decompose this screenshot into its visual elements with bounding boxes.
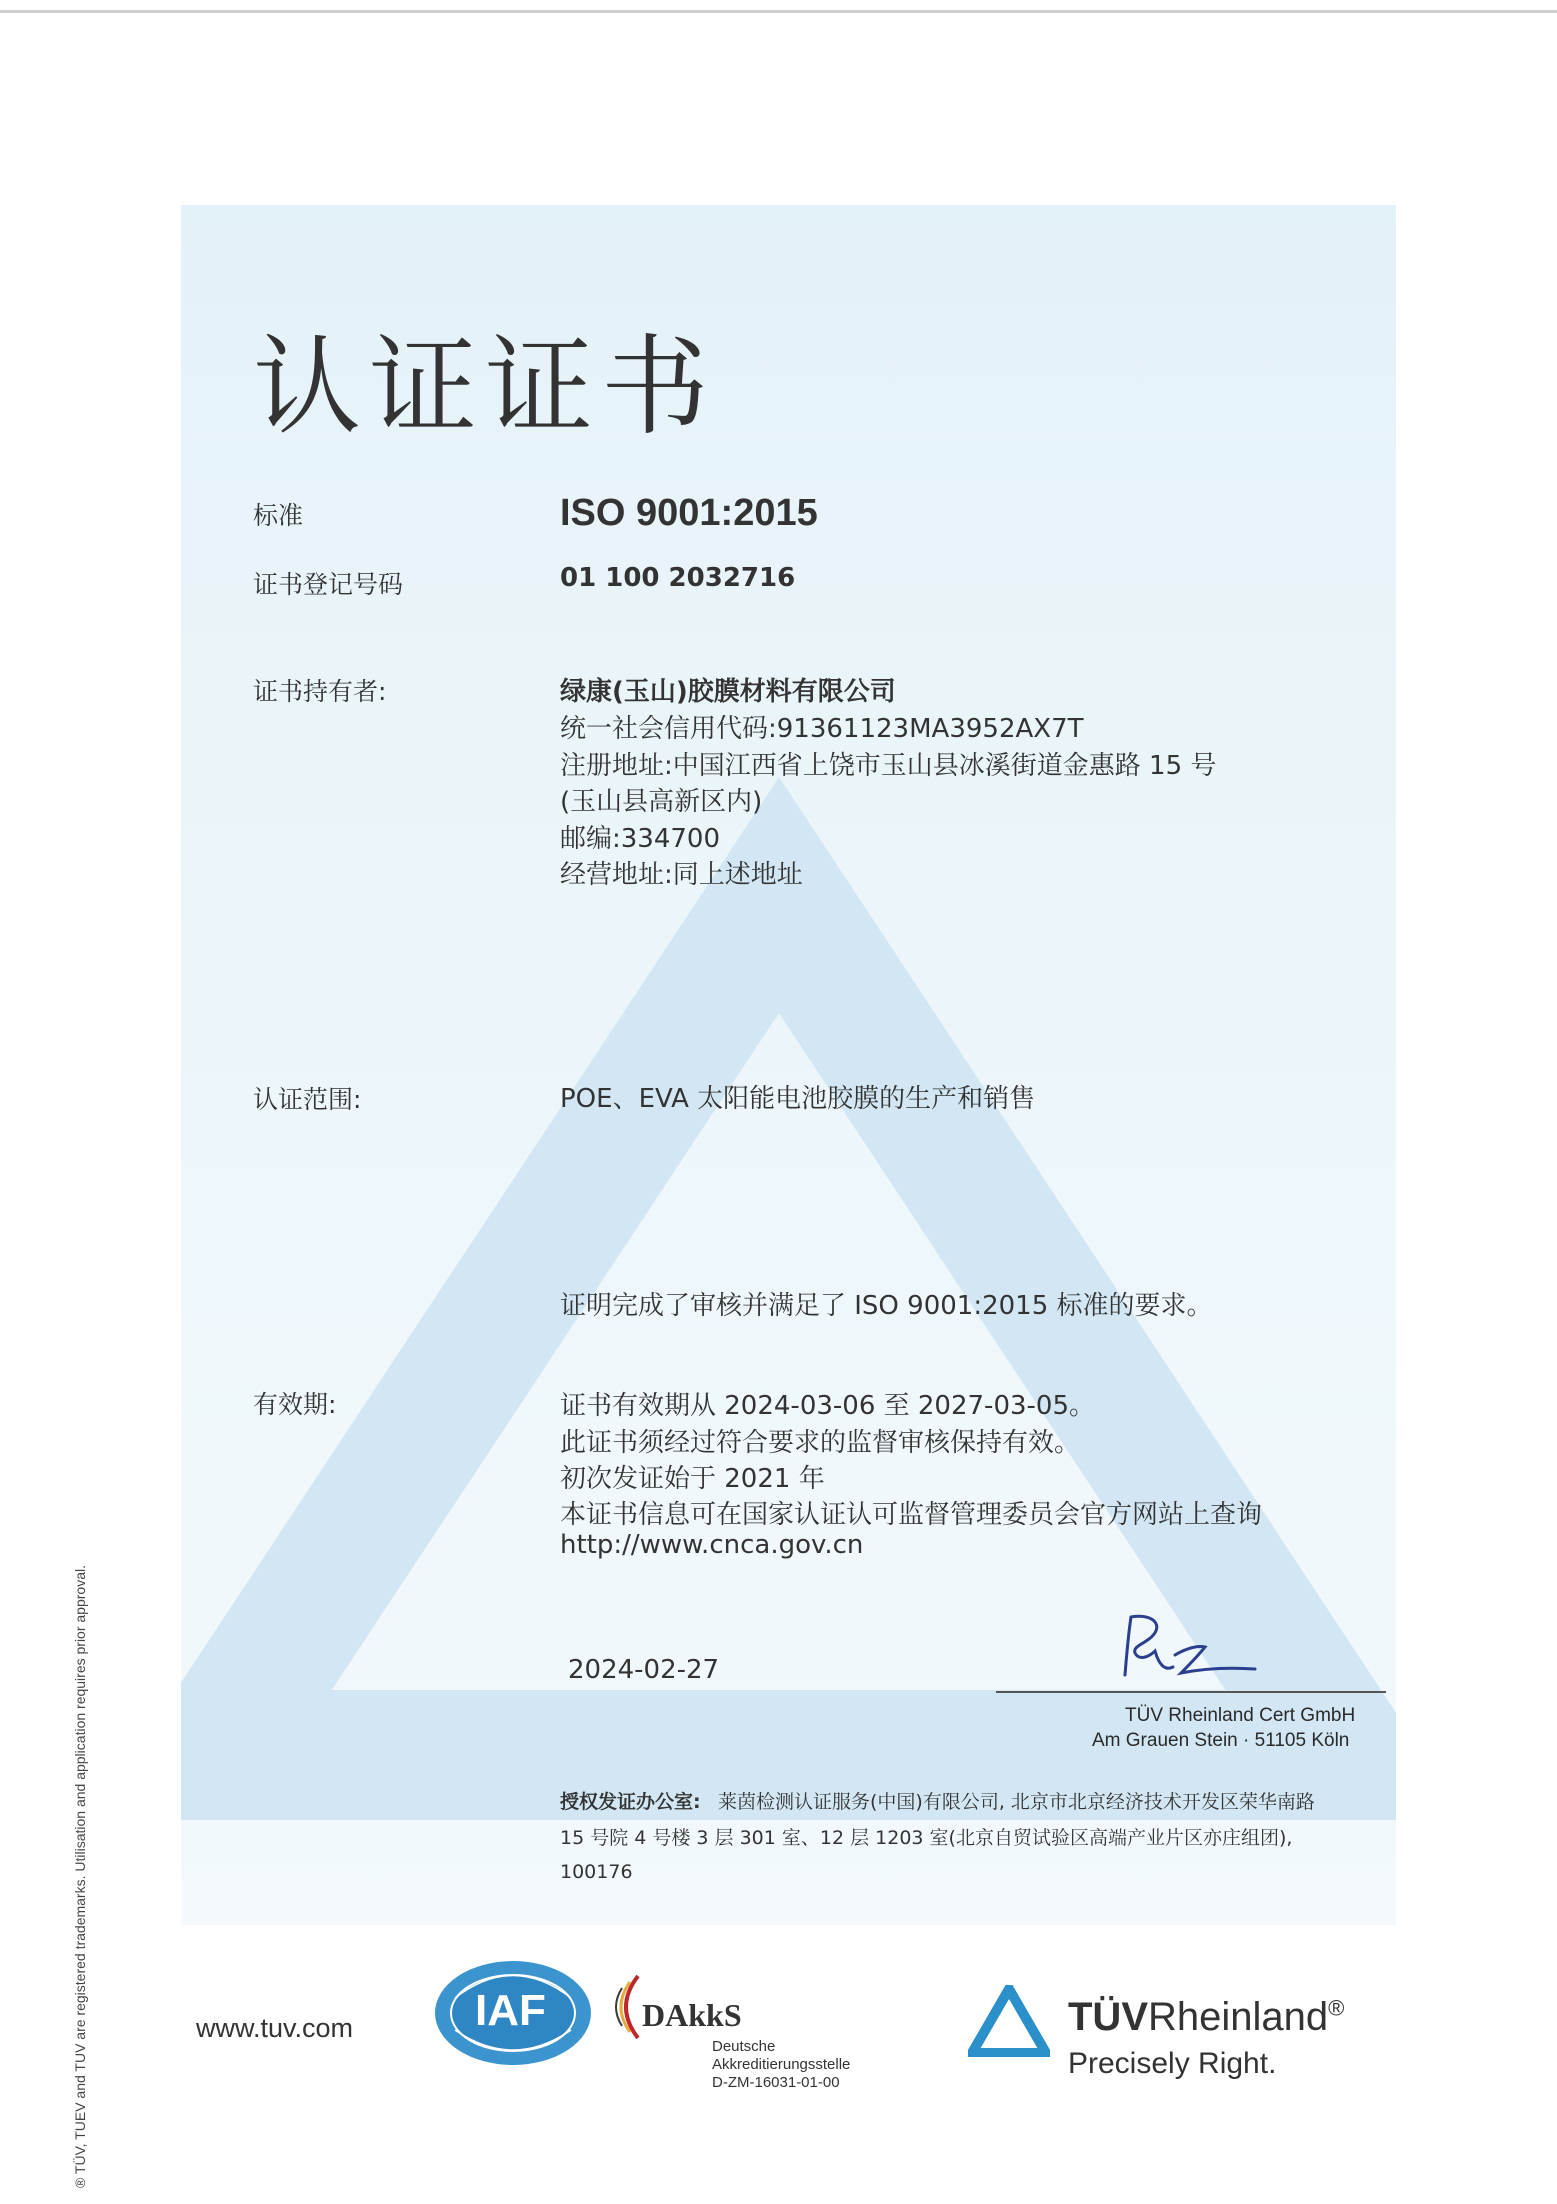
office-line: 100176	[560, 1861, 633, 1883]
validity-label: 有效期:	[253, 1390, 337, 1419]
issuer-name: TÜV Rheinland Cert GmbH	[1125, 1705, 1356, 1726]
footer-url[interactable]: www.tuv.com	[196, 2013, 354, 2043]
issue-date: 2024-02-27	[568, 1655, 720, 1685]
tuv-triangle-logo-icon	[968, 1985, 1050, 2057]
scope-label: 认证范围:	[253, 1085, 362, 1114]
validity-line: 证书有效期从 2024-03-06 至 2027-03-05。	[560, 1391, 1095, 1421]
holder-company: 绿康(玉山)胶膜材料有限公司	[560, 677, 896, 707]
trademark-note: ® TÜV, TUEV and TUV are registered trademarks. Utilisation and application requires prior approval.	[72, 1565, 88, 2188]
tuv-brand-name: TÜVRheinland®	[1068, 1995, 1345, 2039]
office-line: 莱茵检测认证服务(中国)有限公司, 北京市北京经济技术开发区荣华南路	[718, 1791, 1315, 1813]
holder-line: (玉山县高新区内)	[560, 787, 763, 817]
office-label: 授权发证办公室:	[560, 1791, 701, 1813]
standard-value: ISO 9001:2015	[560, 492, 818, 534]
dakks-line: Akkreditierungsstelle	[712, 2056, 851, 2073]
standard-label: 标准	[253, 501, 304, 530]
validity-line: 初次发证始于 2021 年	[560, 1464, 825, 1494]
validity-line: 此证书须经过符合要求的监督审核保持有效。	[560, 1428, 1081, 1458]
scope-value: POE、EVA 太阳能电池胶膜的生产和销售	[560, 1084, 1036, 1114]
issuer-address: Am Grauen Stein · 51105 Köln	[1092, 1730, 1350, 1751]
holder-line: 注册地址:中国江西省上饶市玉山县冰溪街道金惠路 15 号	[560, 751, 1217, 781]
conformity-statement: 证明完成了审核并满足了 ISO 9001:2015 标准的要求。	[560, 1291, 1213, 1321]
validity-line: 本证书信息可在国家认证认可监督管理委员会官方网站上查询	[560, 1500, 1263, 1530]
iaf-logo-text: IAF	[475, 1986, 546, 2035]
signature-line	[996, 1691, 1386, 1693]
tuv-tagline: Precisely Right.	[1068, 2047, 1277, 2080]
registration-label: 证书登记号码	[253, 570, 404, 599]
registration-number: 01 100 2032716	[560, 563, 796, 593]
dakks-line: D-ZM-16031-01-00	[712, 2074, 840, 2091]
holder-line: 邮编:334700	[560, 824, 721, 854]
holder-line: 经营地址:同上述地址	[560, 860, 803, 890]
top-edge-line	[0, 10, 1557, 13]
office-line: 15 号院 4 号楼 3 层 301 室、12 层 1203 室(北京自贸试验区高端产业片区亦庄组团),	[560, 1827, 1293, 1849]
validity-url: http://www.cnca.gov.cn	[560, 1530, 864, 1560]
dakks-line: Deutsche	[712, 2038, 776, 2055]
certificate-title: 认证证书	[253, 325, 718, 450]
signature-icon	[1105, 1605, 1285, 1695]
holder-label: 证书持有者:	[253, 677, 387, 706]
dakks-name: DAkkS	[642, 1997, 742, 2033]
holder-line: 统一社会信用代码:91361123MA3952AX7T	[560, 714, 1084, 744]
